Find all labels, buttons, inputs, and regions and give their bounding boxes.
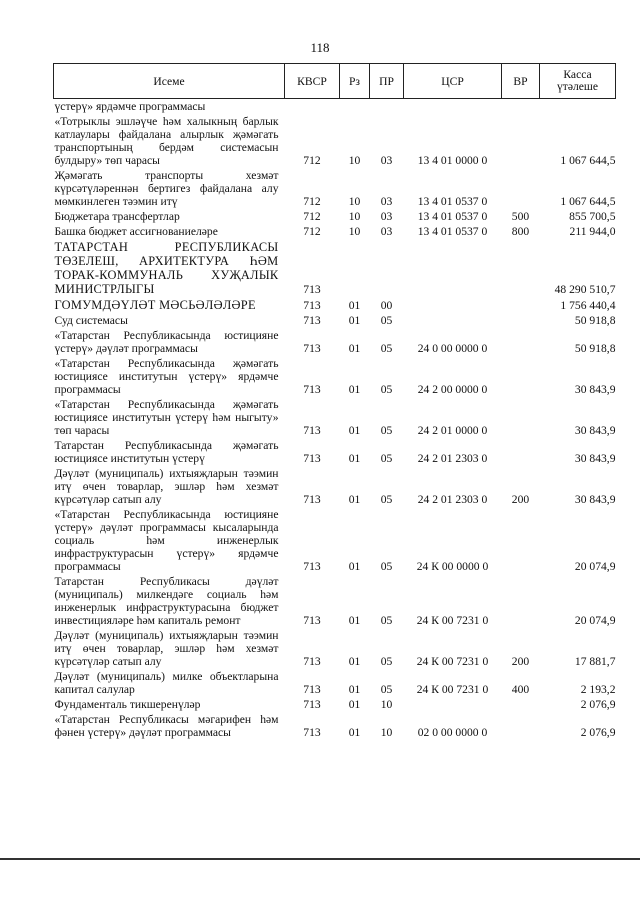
- cell-csr: 24 2 01 2303 0: [417, 493, 488, 506]
- cell-pr: 10: [380, 698, 393, 711]
- cell-kvsr: 713: [303, 342, 321, 355]
- cell-kassa: 855 700,5: [569, 210, 616, 223]
- table-row: [54, 114, 616, 168]
- cell-csr: [404, 99, 502, 115]
- cell-rz: [340, 239, 370, 297]
- cell-vr: [502, 438, 540, 466]
- cell-vr: [502, 114, 540, 168]
- cell-csr: 24 0 00 0000 0: [417, 342, 488, 355]
- cell-csr: 24 К 00 7231 0: [416, 655, 489, 668]
- table-row: [54, 697, 616, 712]
- budget-table-container: [53, 63, 615, 740]
- cell-vr: [502, 712, 540, 740]
- cell-name: «Татарстан Республикасында юстицияне үстерү» дәүләт программасы кысаларында социаль һәм инженерлык инфраструктурасын үстерү» ярдәмче программасы: [54, 508, 279, 573]
- cell-kassa: 50 918,8: [574, 314, 616, 327]
- cell-rz: 10: [348, 225, 361, 238]
- cell-pr: [370, 239, 404, 297]
- cell-name: «Татарстан Республикасында җәмәгать юстициясе институтын үстерү һәм ныгыту» төп чарасы: [54, 398, 279, 437]
- header-kassa: [540, 64, 616, 99]
- cell-name: ГОМУМДӘҮЛӘТ МӘСЬӘЛӘЛӘРЕ: [54, 298, 256, 312]
- cell-kassa: 1 067 644,5: [560, 195, 616, 208]
- cell-vr: [502, 697, 540, 712]
- cell-name: «Татарстан Республикасы мәгарифен һәм фәнен үстерү» дәүләт программасы: [54, 713, 279, 739]
- cell-kvsr: 713: [303, 655, 321, 668]
- cell-rz: 01: [348, 560, 361, 573]
- cell-pr: 05: [380, 655, 393, 668]
- cell-rz: 10: [348, 154, 361, 167]
- cell-kassa: 2 193,2: [580, 683, 616, 696]
- cell-name: «Тотрыклы эшләүче һәм халыкның барлык катлаулары файдалана алырлык җәмәгать транспортының бердәм системасын булдыру» төп чарасы: [54, 115, 279, 167]
- cell-kassa: 211 944,0: [569, 225, 616, 238]
- cell-rz: 01: [348, 655, 361, 668]
- cell-kvsr: 713: [303, 314, 321, 327]
- table-header: [54, 64, 616, 99]
- cell-pr: 03: [380, 210, 393, 223]
- cell-pr: 05: [380, 683, 393, 696]
- cell-pr: 05: [380, 614, 393, 627]
- cell-kvsr: 713: [303, 614, 321, 627]
- cell-vr: 500: [511, 210, 530, 223]
- cell-kvsr: 712: [303, 225, 321, 238]
- cell-name: Дәүләт (муниципаль) милке объектларына капитал салулар: [54, 670, 279, 696]
- cell-rz: 01: [348, 383, 361, 396]
- cell-name: үстерү» ярдәмче программасы: [54, 100, 206, 113]
- cell-pr: 03: [380, 195, 393, 208]
- cell-pr: 03: [380, 154, 393, 167]
- cell-kvsr: 713: [303, 283, 321, 296]
- cell-kassa: 1 756 440,4: [560, 299, 616, 312]
- cell-vr: [502, 99, 540, 115]
- cell-csr: 24 К 00 7231 0: [416, 683, 489, 696]
- cell-kvsr: 712: [303, 210, 321, 223]
- cell-vr: [502, 297, 540, 313]
- cell-kassa: 50 918,8: [574, 342, 616, 355]
- cell-csr: 24 К 00 0000 0: [416, 560, 489, 573]
- page-number: 118: [310, 40, 330, 55]
- cell-csr: 13 4 01 0537 0: [417, 195, 488, 208]
- cell-csr: 13 4 01 0537 0: [417, 225, 488, 238]
- table-row: [54, 313, 616, 328]
- cell-csr: 24 2 01 0000 0: [417, 424, 488, 437]
- header-row: [54, 64, 616, 99]
- cell-pr: 05: [380, 314, 393, 327]
- table-row: [54, 712, 616, 740]
- cell-kvsr: 713: [303, 452, 321, 465]
- cell-vr: 200: [511, 655, 530, 668]
- cell-csr: 24 К 00 7231 0: [416, 614, 489, 627]
- table-row: [54, 224, 616, 239]
- cell-kvsr: 713: [303, 424, 321, 437]
- cell-kvsr: 713: [303, 299, 321, 312]
- cell-pr: 10: [380, 726, 393, 739]
- cell-pr: 05: [380, 383, 393, 396]
- cell-kassa: 17 881,7: [574, 655, 616, 668]
- cell-kvsr: 713: [303, 560, 321, 573]
- cell-kvsr: 713: [303, 383, 321, 396]
- cell-vr: [502, 507, 540, 574]
- cell-rz: 01: [348, 452, 361, 465]
- cell-kassa: 30 843,9: [574, 452, 616, 465]
- table-row: [54, 99, 616, 115]
- table-row: [54, 574, 616, 628]
- cell-name: Суд системасы: [54, 314, 128, 327]
- cell-vr: [502, 313, 540, 328]
- cell-name: Бюджетара трансфертлар: [54, 210, 180, 223]
- cell-rz: 01: [348, 342, 361, 355]
- cell-rz: 10: [348, 195, 361, 208]
- table-row: [54, 507, 616, 574]
- cell-csr: 24 2 00 0000 0: [417, 383, 488, 396]
- cell-csr: [404, 239, 502, 297]
- cell-rz: 01: [348, 314, 361, 327]
- cell-pr: 05: [380, 342, 393, 355]
- header-kvsr: КВСР: [285, 64, 340, 99]
- cell-name: Фундаменталь тикшеренүләр: [54, 698, 201, 711]
- bottom-rule: [0, 858, 640, 860]
- cell-rz: 01: [348, 683, 361, 696]
- cell-vr: [502, 328, 540, 356]
- cell-kvsr: 712: [303, 195, 321, 208]
- cell-name: «Татарстан Республикасында җәмәгать юстициясе институтын үстерү» ярдәмче программасы: [54, 357, 279, 396]
- cell-pr: 05: [380, 560, 393, 573]
- cell-kassa: 2 076,9: [580, 698, 616, 711]
- cell-vr: [502, 574, 540, 628]
- cell-kvsr: 713: [303, 683, 321, 696]
- cell-kassa: 2 076,9: [580, 726, 616, 739]
- cell-pr: 05: [380, 493, 393, 506]
- cell-name: Башка бюджет ассигнованиеләре: [54, 225, 218, 238]
- cell-vr: [502, 356, 540, 397]
- cell-kassa: [540, 99, 616, 115]
- table-row: [54, 297, 616, 313]
- cell-name: Дәүләт (муниципаль) ихтыяҗларын тәэмин итү өчен товарлар, эшләр һәм хезмәт күрсәтүләр сатып алу: [54, 629, 279, 668]
- cell-kvsr: 713: [303, 698, 321, 711]
- table-row: [54, 356, 616, 397]
- cell-csr: 13 4 01 0000 0: [417, 154, 488, 167]
- header-kassa-line1: Касса: [563, 68, 592, 81]
- cell-rz: 01: [348, 614, 361, 627]
- cell-rz: 01: [348, 698, 361, 711]
- header-kassa-line2: үтәлеше: [556, 80, 598, 93]
- cell-rz: [340, 99, 370, 115]
- cell-pr: 05: [380, 452, 393, 465]
- cell-vr: 400: [511, 683, 530, 696]
- cell-csr: 13 4 01 0537 0: [417, 210, 488, 223]
- cell-kassa: 1 067 644,5: [560, 154, 616, 167]
- cell-name: «Татарстан Республикасында юстицияне үстерү» дәүләт программасы: [54, 329, 279, 355]
- table-row: [54, 168, 616, 209]
- cell-kvsr: 712: [303, 154, 321, 167]
- cell-name: ТАТАРСТАН РЕСПУБЛИКАСЫ ТӨЗЕЛЕШ, АРХИТЕКТУРА ҺӘМ ТОРАК-КОММУНАЛЬ ХУҖАЛЫК МИНИСТРЛЫГЫ: [54, 240, 279, 296]
- header-csr: ЦСР: [404, 64, 502, 99]
- cell-name: Җәмәгать транспорты хезмәт күрсәтүләреннән бертигез файдалана алу мөмкинлеген тәэмин итү: [54, 169, 279, 208]
- cell-rz: 10: [348, 210, 361, 223]
- table-row: [54, 328, 616, 356]
- cell-rz: 01: [348, 299, 361, 312]
- table-row: [54, 438, 616, 466]
- table-body: [54, 99, 616, 741]
- cell-csr: [404, 697, 502, 712]
- cell-kassa: 30 843,9: [574, 424, 616, 437]
- cell-pr: 05: [380, 424, 393, 437]
- cell-name: Татарстан Республикасында җәмәгать юстициясе институтын үстерү: [54, 439, 279, 465]
- cell-rz: 01: [348, 424, 361, 437]
- budget-table: [53, 63, 616, 740]
- header-vr: ВР: [502, 64, 540, 99]
- cell-pr: [370, 99, 404, 115]
- table-row: [54, 397, 616, 438]
- cell-vr: [502, 168, 540, 209]
- cell-csr: [404, 297, 502, 313]
- cell-kassa: 48 290 510,7: [554, 283, 616, 296]
- cell-pr: 00: [380, 299, 393, 312]
- cell-vr: 200: [511, 493, 530, 506]
- table-row: [54, 669, 616, 697]
- table-row: [54, 239, 616, 297]
- cell-kassa: 20 074,9: [574, 560, 616, 573]
- cell-name: Татарстан Республикасы дәүләт (муниципаль) милкендәге социаль һәм инженерлык инфраструктурасына бюджет инвестицияләре һәм капиталь ремонт: [54, 575, 279, 627]
- table-row: [54, 209, 616, 224]
- cell-vr: 800: [511, 225, 530, 238]
- cell-rz: 01: [348, 726, 361, 739]
- cell-kassa: 30 843,9: [574, 493, 616, 506]
- header-pr: ПР: [370, 64, 404, 99]
- cell-kvsr: 713: [303, 726, 321, 739]
- cell-csr: 02 0 00 0000 0: [417, 726, 488, 739]
- cell-name: Дәүләт (муниципаль) ихтыяҗларын тәэмин итү өчен товарлар, эшләр һәм хезмәт күрсәтүләр сатып алу: [54, 467, 279, 506]
- cell-rz: 01: [348, 493, 361, 506]
- cell-csr: 24 2 01 2303 0: [417, 452, 488, 465]
- header-name: Исеме: [54, 64, 285, 99]
- cell-kassa: 30 843,9: [574, 383, 616, 396]
- table-row: [54, 628, 616, 669]
- table-row: [54, 466, 616, 507]
- cell-kassa: 20 074,9: [574, 614, 616, 627]
- cell-vr: [502, 239, 540, 297]
- cell-kvsr: [285, 99, 340, 115]
- cell-pr: 03: [380, 225, 393, 238]
- cell-vr: [502, 397, 540, 438]
- cell-csr: [404, 313, 502, 328]
- header-rz: Рз: [340, 64, 370, 99]
- cell-kvsr: 713: [303, 493, 321, 506]
